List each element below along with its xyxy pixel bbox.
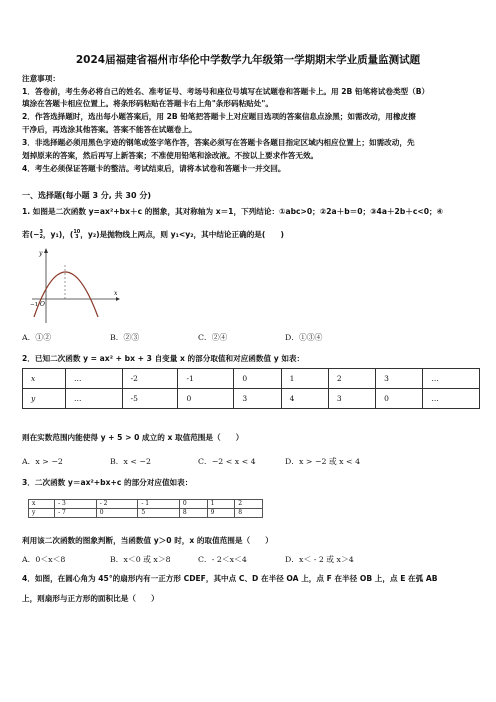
notice-line-2: 填涂在答题卡相应位置上。将条形码粘贴在答题卡右上角"条形码粘贴处"。 xyxy=(22,99,273,108)
table-row xyxy=(29,500,263,509)
table-cell: y xyxy=(29,509,55,518)
q3-option-d: D．x＜ - 2 或 x＞4 xyxy=(285,555,354,564)
notice-line-7: 4．考生必须保证答题卡的整洁。考试结束后，请将本试卷和答题卡一并交回。 xyxy=(22,164,286,173)
q1-stem-line2 xyxy=(22,229,284,240)
origin-label: O xyxy=(40,301,45,308)
q1-text-b: ，y₁)，( xyxy=(42,230,74,239)
q1-option-a: A．①② xyxy=(22,333,52,342)
frac1-den: 2 xyxy=(39,234,43,240)
frac1-num: 3 xyxy=(39,229,43,235)
q2-option-c: C．−2 < x < 4 xyxy=(198,457,256,466)
q2-option-a: A．x > −2 xyxy=(22,457,63,466)
table-cell: 0 xyxy=(234,369,281,389)
table-cell: - 1 xyxy=(138,500,180,509)
table-cell: … xyxy=(423,369,480,389)
table-cell: 0 xyxy=(96,509,138,518)
neg-one-label: −1 xyxy=(30,302,39,308)
table-cell: 3 xyxy=(376,369,423,389)
table-cell: 0 xyxy=(179,500,207,509)
table-row xyxy=(23,389,480,409)
y-axis-arrow xyxy=(44,248,48,253)
q3-option-c: C．- 2＜x＜4 xyxy=(198,555,247,564)
table-cell: … xyxy=(66,369,123,389)
q1-stem-line1: 1. 如图是二次函数 y=ax²+bx＋c 的图象，其对称轴为 x＝1，下列结论：①abc>0；②2a＋b＝0；③4a＋2b＋c<0；④ xyxy=(22,207,444,216)
table-row xyxy=(29,509,263,518)
notice-line-1: 1．答卷前，考生务必将自己的姓名、准考证号、考场号和座位号填写在试题卷和答题卡上。用 2B 铅笔将试卷类型（B） xyxy=(22,87,430,96)
notice-header: 注意事项： xyxy=(22,74,60,83)
table-cell: x xyxy=(23,369,66,389)
table-cell: 1 xyxy=(281,369,328,389)
q1-option-d: D．①③④ xyxy=(285,333,323,342)
section-heading: 一、选择题(每小题 3 分, 共 30 分) xyxy=(22,191,151,200)
q2-value-table xyxy=(22,368,480,409)
q4-stem-line2: 上，则扇形与正方形的面积比是（ ） xyxy=(22,594,159,603)
table-cell: 2 xyxy=(235,500,263,509)
table-cell: 0 xyxy=(376,389,423,409)
table-cell: … xyxy=(423,389,480,409)
table-cell: -5 xyxy=(122,389,178,409)
frac2-num: 10 xyxy=(73,229,81,235)
y-label: y xyxy=(39,250,43,257)
table-cell: - 2 xyxy=(96,500,138,509)
frac2-den: 3 xyxy=(75,234,79,240)
table-cell: 9 xyxy=(207,509,235,518)
table-cell: x xyxy=(29,500,55,509)
x-label: x xyxy=(114,290,118,297)
table-cell: - 7 xyxy=(55,509,97,518)
table-cell: 1 xyxy=(207,500,235,509)
q1-option-b: B．②③ xyxy=(110,333,140,342)
table-row xyxy=(23,369,480,389)
q1-text-a: 若(− xyxy=(22,230,40,239)
q3-stem: 3．二次函数 y＝ax²+bx+c 的部分对应值如表： xyxy=(22,478,193,487)
exam-title: 2024届福建省福州市华伦中学数学九年级第一学期期末学业质量监测试题 xyxy=(75,54,421,66)
x-axis-arrow xyxy=(116,297,120,301)
notice-line-4: 干净后，再选涂其他答案。答案不能答在试题卷上。 xyxy=(22,125,197,134)
q4-stem-line1: 4．如图，在圆心角为 45°的扇形内有一正方形 CDEF，其中点 C、D 在半径 OA 上，点 F 在半径 OB 上，点 E 在弧 AB xyxy=(22,574,438,583)
q2-option-b: B．x < −2 xyxy=(110,457,151,466)
table-cell: y xyxy=(23,389,66,409)
table-cell: -2 xyxy=(122,369,178,389)
parabola-curve xyxy=(34,272,98,317)
table-cell: 2 xyxy=(328,369,375,389)
table-cell: -1 xyxy=(178,369,234,389)
q2-option-d: D．x > −2 或 x < 4 xyxy=(285,457,361,466)
notice-line-6: 划掉原来的答案，然后再写上新答案；不准使用铅笔和涂改液。不按以上要求作答无效。 xyxy=(22,151,319,160)
table-cell: … xyxy=(66,389,123,409)
table-cell: 3 xyxy=(234,389,281,409)
table-cell: 8 xyxy=(235,509,263,518)
q1-option-c: C．②④ xyxy=(198,333,228,342)
table-cell: 3 xyxy=(328,389,375,409)
parabola-graph xyxy=(28,245,120,325)
table-cell: 4 xyxy=(281,389,328,409)
table-cell: 5 xyxy=(138,509,180,518)
q3-option-b: B．x＜0 或 x＞8 xyxy=(110,555,171,564)
q3-question: 利用该二次函数的图象判断，当函数值 y＞0 时，x 的取值范围是（ ） xyxy=(22,536,273,545)
q2-question: 则在实数范围内能使得 y + 5 > 0 成立的 x 取值范围是（ ） xyxy=(22,433,244,442)
notice-line-5: 3．非选择题必须用黑色字迹的钢笔或签字笔作答，答案必须写在答题卡各题目指定区域内相应位置上；如需改动，先 xyxy=(22,138,415,147)
table-cell: 0 xyxy=(178,389,234,409)
notice-line-3: 2．作答选择题时，选出每小题答案后，用 2B 铅笔把答题卡上对应题目选项的答案信息点涂黑；如需改动，用橡皮擦 xyxy=(22,112,416,121)
q2-stem: 2．已知二次函数 y = ax² + bx + 3 自变量 x 的部分取值和对应函数值 y 如表： xyxy=(22,354,305,363)
table-cell: 8 xyxy=(179,509,207,518)
q3-value-table xyxy=(28,499,263,518)
table-cell: - 3 xyxy=(55,500,97,509)
q1-text-c: ，y₂)是抛物线上两点，则 y₁<y₂，其中结论正确的是( ) xyxy=(80,230,285,239)
q3-option-a: A．0＜x＜8 xyxy=(22,555,66,564)
